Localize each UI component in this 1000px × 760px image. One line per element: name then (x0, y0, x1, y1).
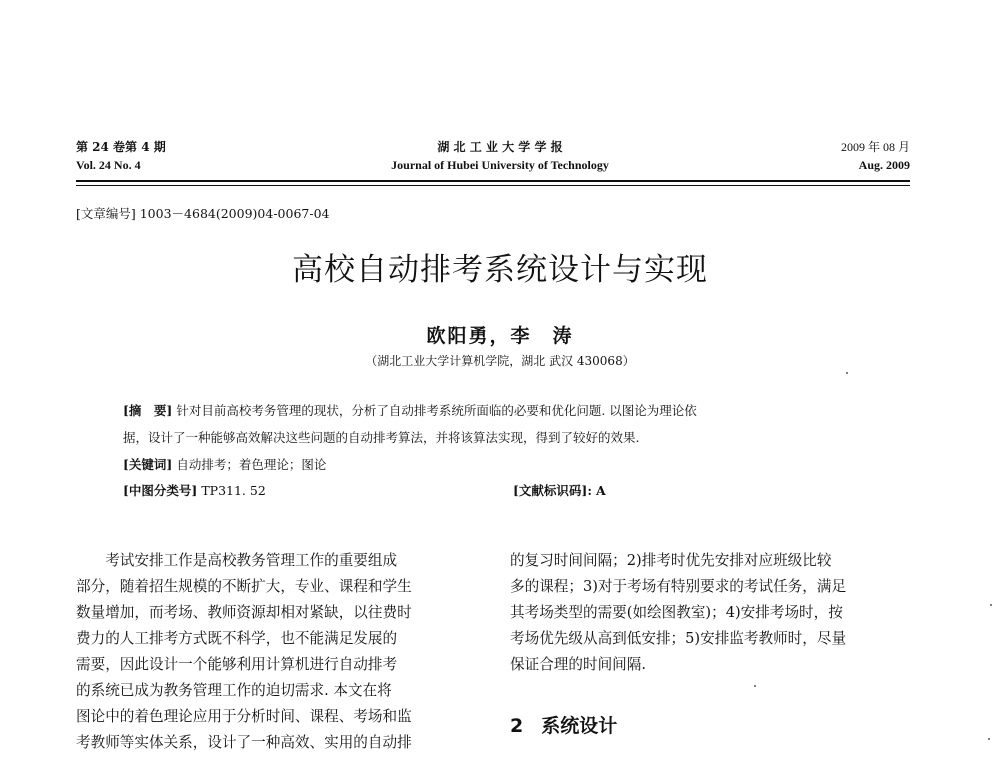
abstract-line-1 (123, 401, 697, 419)
header-rule-thick (76, 180, 910, 182)
left-line: 需要，因此设计一个能够利用计算机进行自动排考 (76, 656, 398, 673)
right-line: 其考场类型的需要(如绘图教室)；4)安排考场时，按 (510, 604, 843, 621)
scan-speck (846, 372, 848, 374)
header-rule-thin (76, 185, 910, 186)
journal-en: Journal of Hubei University of Technology (391, 158, 609, 172)
scan-speck (990, 604, 992, 606)
abstract-text-1: 针对目前高校考务管理的现状，分析了自动排考系统所面临的必要和优化问题. 以图论为理论依 (176, 403, 697, 418)
classification-label: [中图分类号] (123, 483, 198, 498)
left-line: 费力的人工排考方式既不科学，也不能满足发展的 (76, 630, 398, 647)
volume-en: Vol. 24 No. 4 (76, 158, 141, 172)
left-line: 的系统已成为教务管理工作的迫切需求. 本文在将 (76, 682, 392, 699)
abstract-label: [摘 要] (123, 403, 173, 418)
right-line: 考场优先级从高到低安排；5)安排监考教师时，尽量 (510, 630, 847, 647)
section-title: 系统设计 (541, 715, 618, 737)
right-line: 多的课程；3)对于考场有特别要求的考试任务，满足 (510, 578, 847, 595)
paper-authors: 欧阳勇，李 涛 (426, 325, 574, 347)
doc-code-line (513, 481, 606, 499)
doc-code-value: A (595, 483, 606, 498)
section-number: 2 (510, 715, 524, 737)
left-line: 考试安排工作是高校教务管理工作的重要组成 (76, 552, 398, 569)
section-heading (510, 711, 617, 738)
date-cn: 2009 年 08 月 (840, 140, 910, 154)
scan-speck (988, 738, 990, 740)
right-line: 的复习时间间隔；2)排考时优先安排对应班级比较 (510, 552, 832, 569)
volume-cn: 第 24 卷第 4 期 (76, 140, 166, 154)
keywords-text: 自动排考；着色理论；图论 (176, 457, 327, 472)
left-line: 部分，随着招生规模的不断扩大，专业、课程和学生 (76, 578, 412, 595)
paper-title: 高校自动排考系统设计与实现 (292, 252, 708, 288)
left-line: 考教师等实体关系，设计了一种高效、实用的自动排 (76, 734, 412, 751)
date-en: Aug. 2009 (858, 158, 910, 172)
left-line: 图论中的着色理论应用于分析时间、课程、考场和监 (76, 708, 412, 725)
classification-value: TP311. 52 (201, 483, 266, 498)
keywords-label: [关键词] (123, 457, 173, 472)
body-left-column (76, 548, 474, 756)
doc-code-label: [文献标识码]: (513, 483, 592, 498)
scan-speck (754, 685, 756, 687)
abstract-line-2: 据，设计了一种能够高效解决这些问题的自动排考算法，并将该算法实现，得到了较好的效果. (123, 430, 640, 445)
classification-line (123, 481, 266, 499)
body-right-column (510, 548, 908, 678)
journal-cn: 湖 北 工 业 大 学 学 报 (437, 140, 563, 154)
left-line: 数量增加，而考场、教师资源却相对紧缺，以往费时 (76, 604, 412, 621)
keywords-line (123, 455, 326, 473)
paper-affiliation: （湖北工业大学计算机学院，湖北 武汉 430068） (365, 354, 635, 368)
right-line: 保证合理的时间间隔. (510, 656, 646, 673)
article-number: [文章编号] 1003－4684(2009)04-0067-04 (76, 206, 330, 221)
